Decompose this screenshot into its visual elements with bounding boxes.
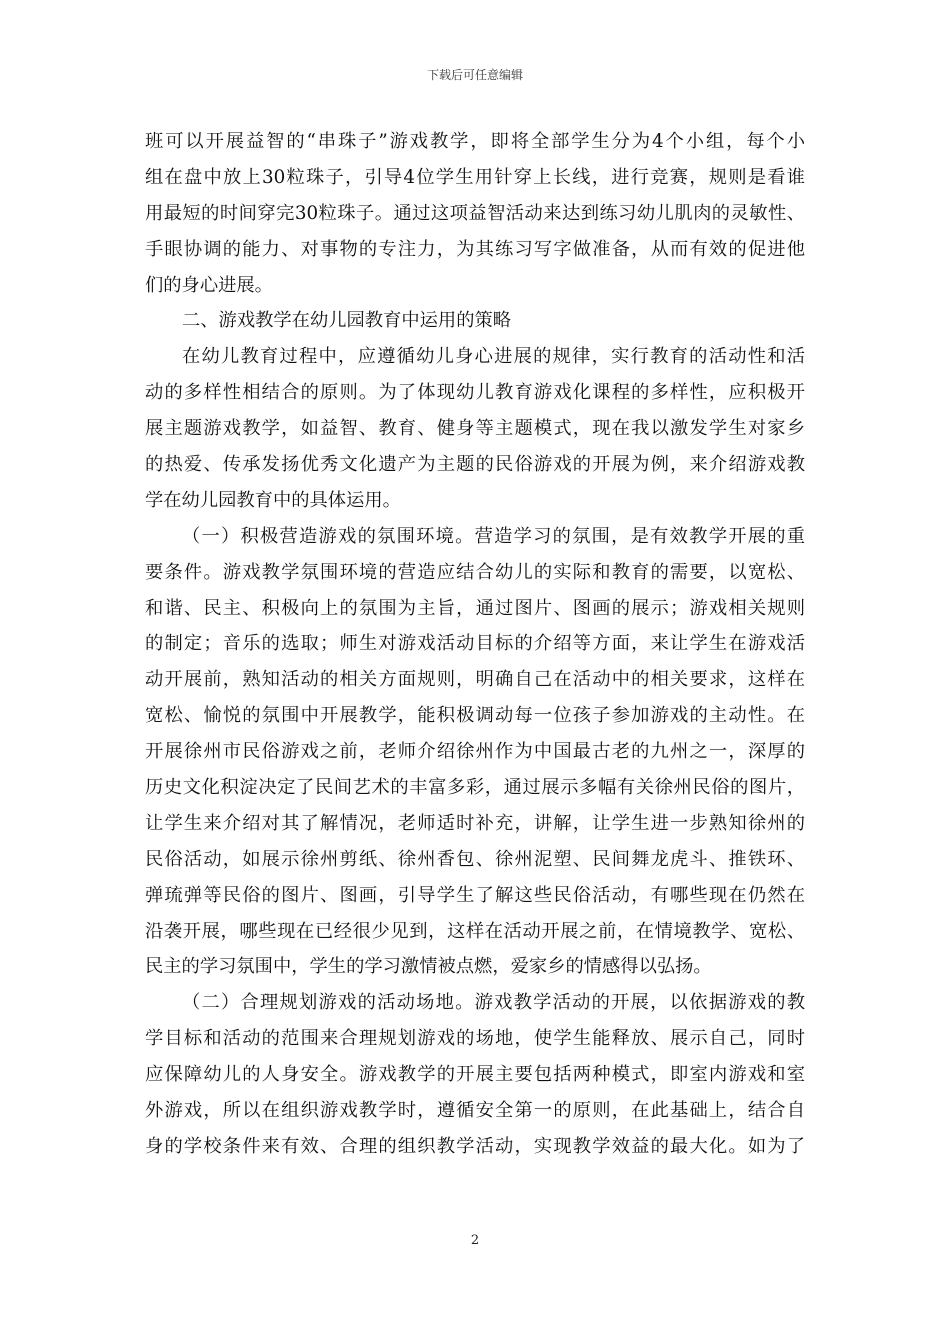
text-line: 弹琉弹等民俗的图片、图画，引导学生了解这些民俗活动，有哪些现在仍然在 [145, 884, 805, 906]
text-line: 组在盘中放上30粒珠子，引导4位学生用针穿上长线，进行竞赛，规则是看谁 [145, 166, 805, 188]
text-line: 民俗活动，如展示徐州剪纸、徐州香包、徐州泥塑、民间舞龙虎斗、推铁环、 [145, 848, 805, 870]
text-line: 手眼协调的能力、对事物的专注力，为其练习写字做准备，从而有效的促进他 [145, 238, 805, 260]
text-line: 外游戏，所以在组织游戏教学时，遵循安全第一的原则，在此基础上，结合自 [145, 1100, 805, 1122]
text-line: 学在幼儿园教育中的具体运用。 [145, 489, 401, 511]
text-line: 动的多样性相结合的原则。为了体现幼儿教育游戏化课程的多样性，应积极开 [145, 382, 805, 404]
text-line: 的制定；音乐的选取；师生对游戏活动目标的介绍等方面，来让学生在游戏活 [145, 633, 805, 655]
page-number: 2 [470, 1233, 480, 1248]
document-body [145, 124, 805, 1165]
text-line: 的热爱、传承发扬优秀文化遗产为主题的民俗游戏的开展为例，来介绍游戏教 [145, 454, 805, 476]
text-line: （二）合理规划游戏的活动场地。游戏教学活动的开展，以依据游戏的教 [182, 992, 805, 1014]
text-line: 们的身心进展。 [145, 274, 273, 296]
text-line: 开展徐州市民俗游戏之前，老师介绍徐州作为中国最古老的九州之一，深厚的 [145, 741, 805, 763]
text-line: 在幼儿教育过程中，应遵循幼儿身心进展的规律，实行教育的活动性和活 [182, 346, 805, 368]
text-line: 身的学校条件来有效、合理的组织教学活动，实现教学效益的最大化。如为了 [145, 1135, 805, 1157]
text-line: 学目标和活动的范围来合理规划游戏的场地，使学生能释放、展示自己，同时 [145, 1028, 805, 1050]
text-line: 宽松、愉悦的氛围中开展教学，能积极调动每一位孩子参加游戏的主动性。在 [145, 705, 805, 727]
text-line: 要条件。游戏教学氛围环境的营造应结合幼儿的实际和教育的需要，以宽松、 [145, 561, 805, 583]
text-line: 历史文化积淀决定了民间艺术的丰富多彩，通过展示多幅有关徐州民俗的图片， [145, 777, 805, 799]
text-line: 展主题游戏教学，如益智、教育、健身等主题模式，现在我以激发学生对家乡 [145, 418, 805, 440]
text-line: 用最短的时间穿完30粒珠子。通过这项益智活动来达到练习幼儿肌肉的灵敏性、 [145, 202, 805, 224]
text-line: 民主的学习氛围中，学生的学习激情被点燃，爱家乡的情感得以弘扬。 [145, 956, 712, 978]
text-line: 让学生来介绍对其了解情况，老师适时补充，讲解，让学生进一步熟知徐州的 [145, 812, 805, 834]
text-line: 班可以开展益智的“串珠子”游戏教学，即将全部学生分为4个小组，每个小 [145, 131, 805, 152]
text-line: 动开展前，熟知活动的相关方面规则，明确自己在活动中的相关要求，这样在 [145, 669, 805, 691]
text-line: 和谐、民主、积极向上的氛围为主旨，通过图片、图画的展示；游戏相关规则 [145, 597, 805, 619]
text-line: （一）积极营造游戏的氛围环境。营造学习的氛围，是有效教学开展的重 [182, 525, 805, 547]
page-header: 下载后可任意编辑 [426, 68, 523, 82]
text-line: 应保障幼儿的人身安全。游戏教学的开展主要包括两种模式，即室内游戏和室 [145, 1064, 805, 1086]
text-line: 二、游戏教学在幼儿园教育中运用的策略 [182, 310, 512, 332]
text-line: 沿袭开展，哪些现在已经很少见到，这样在活动开展之前，在情境教学、宽松、 [145, 920, 805, 942]
